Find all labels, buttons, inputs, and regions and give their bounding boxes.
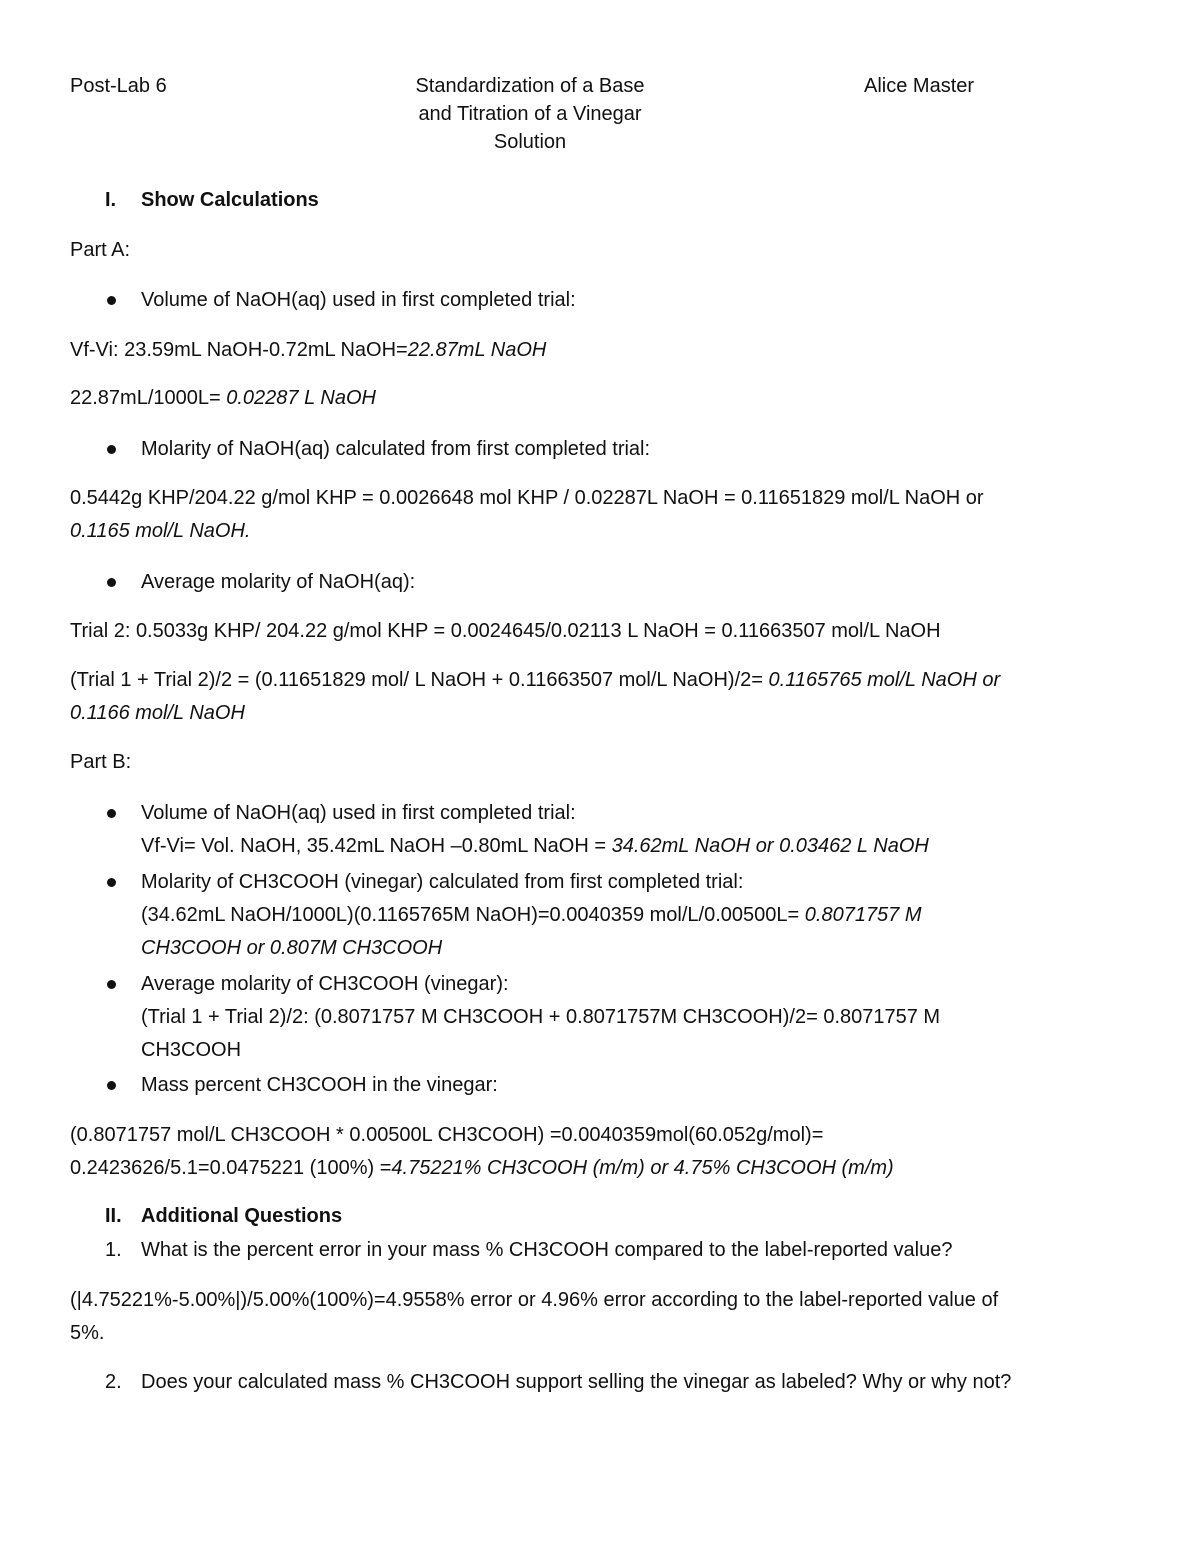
part-b-bullet-2-result: 0.8071757 M	[804, 904, 922, 926]
author-name: Alice Master	[864, 75, 975, 97]
mass-percent-calc	[70, 1119, 1150, 1185]
part-a-line-3-text: 0.5442g KHP/204.22 g/mol KHP = 0.0026648 mol KHP / 0.02287L NaOH = 0.11651829 mol/L NaOH or	[70, 487, 984, 509]
question-2-number: 2.	[105, 1371, 122, 1393]
part-a-line-1-result: 22.87mL NaOH	[407, 339, 547, 361]
part-a-line-3	[70, 482, 1130, 548]
part-a-line-5-result: 0.1165765 mol/L NaOH or	[768, 669, 1001, 691]
part-b-bullet-3-title: Average molarity of CH3COOH (vinegar):	[141, 973, 509, 995]
answer-1	[70, 1284, 1160, 1350]
part-b-bullet-2-result-cont: CH3COOH or 0.807M CH3COOH	[141, 937, 443, 959]
section-2-numeral: II.	[105, 1205, 122, 1227]
section-1-heading	[105, 184, 319, 217]
part-a-line-4: Trial 2: 0.5033g KHP/ 204.22 g/mol KHP = 0.0024645/0.02113 L NaOH = 0.11663507 mol/L NaOH	[70, 620, 941, 642]
mass-percent-result: 4.75221% CH3COOH (m/m) or 4.75% CH3COOH (m/m)	[391, 1157, 894, 1179]
part-a-line-3-result: 0.1165 mol/L NaOH.	[70, 520, 251, 542]
answer-1-line-1: (|4.75221%-5.00%|)/5.00%(100%)=4.9558% error or 4.96% error according to the label-reported value of	[70, 1289, 999, 1311]
part-b-bullet-2-title: Molarity of CH3COOH (vinegar) calculated from first completed trial:	[141, 871, 744, 893]
part-b-bullet-3-text: (Trial 1 + Trial 2)/2: (0.8071757 M CH3COOH + 0.8071757M CH3COOH)/2= 0.8071757 M	[141, 1006, 941, 1028]
question-2-text: Does your calculated mass % CH3COOH support selling the vinegar as labeled? Why or why not?	[141, 1371, 1012, 1393]
document-title	[350, 70, 710, 159]
part-a-bullet-2: Molarity of NaOH(aq) calculated from first completed trial:	[141, 433, 650, 466]
part-a-line-5-text: (Trial 1 + Trial 2)/2 = (0.11651829 mol/ L NaOH + 0.11663507 mol/L NaOH)/2=	[70, 669, 769, 691]
section-2-heading	[105, 1200, 343, 1233]
part-a-line-5-result-rounded: 0.1166 mol/L NaOH	[70, 702, 245, 724]
part-a-line-2-result: 0.02287 L NaOH	[226, 387, 376, 409]
part-a-line-1-text: Vf-Vi: 23.59mL NaOH-0.72mL NaOH=	[70, 339, 408, 361]
question-1-text: What is the percent error in your mass % CH3COOH compared to the label-reported value?	[141, 1239, 953, 1261]
section-2-title: Additional Questions	[141, 1205, 343, 1227]
part-a-label: Part A:	[70, 239, 131, 261]
question-1-number: 1.	[105, 1239, 122, 1261]
part-b-bullet-2	[141, 866, 922, 965]
title-line-1: Standardization of a Base	[415, 75, 645, 97]
mass-percent-line-1: (0.8071757 mol/L CH3COOH * 0.00500L CH3COOH) =0.0040359mol(60.052g/mol)=	[70, 1124, 824, 1146]
part-b-bullet-2-text: (34.62mL NaOH/1000L)(0.1165765M NaOH)=0.0040359 mol/L/0.00500L=	[141, 904, 805, 926]
header-left: Post-Lab 6	[70, 75, 167, 97]
part-a-line-2	[70, 382, 376, 415]
section-1-numeral: I.	[105, 189, 117, 211]
part-b-bullet-1-title: Volume of NaOH(aq) used in first completed trial:	[141, 802, 576, 824]
part-b-bullet-3-text-cont: CH3COOH	[141, 1039, 242, 1061]
part-b-bullet-1-result: 34.62mL NaOH or 0.03462 L NaOH	[611, 835, 929, 857]
part-b-bullet-4: Mass percent CH3COOH in the vinegar:	[141, 1069, 498, 1102]
part-b-label: Part B:	[70, 751, 132, 773]
part-b-bullet-1-text: Vf-Vi= Vol. NaOH, 35.42mL NaOH –0.80mL NaOH =	[141, 835, 612, 857]
question-1	[105, 1234, 953, 1267]
section-1-title: Show Calculations	[141, 189, 319, 211]
mass-percent-line-2-text: 0.2423626/5.1=0.0475221 (100%) =	[70, 1157, 392, 1179]
part-a-line-1	[70, 334, 546, 367]
answer-1-line-2: 5%.	[70, 1322, 105, 1344]
title-line-3: Solution	[493, 131, 567, 153]
part-a-line-2-text: 22.87mL/1000L=	[70, 387, 227, 409]
part-b-bullet-3	[141, 968, 940, 1067]
part-b-bullet-1	[141, 797, 929, 863]
part-a-bullet-3: Average molarity of NaOH(aq):	[141, 566, 415, 599]
part-a-bullet-1: Volume of NaOH(aq) used in first completed trial:	[141, 284, 576, 317]
title-line-2: and Titration of a Vinegar	[418, 103, 642, 125]
question-2	[105, 1366, 1012, 1399]
part-a-line-5	[70, 664, 1150, 730]
